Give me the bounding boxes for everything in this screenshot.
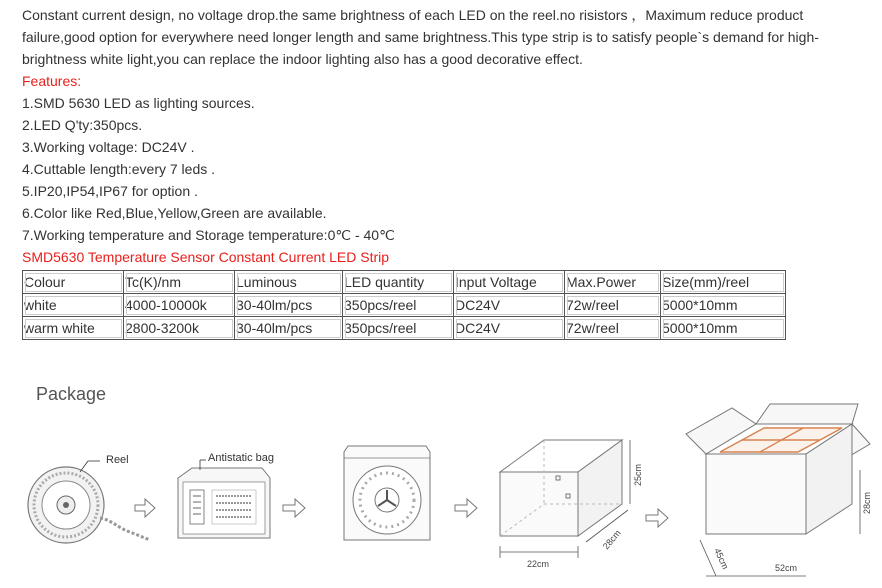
table-cell: 30-40lm/pcs [235,317,343,340]
feature-item: 7.Working temperature and Storage temperature:0℃ - 40℃ [22,227,395,243]
big-box-width-label: 52cm [775,563,798,573]
small-box-depth-label: 28cm [600,527,623,552]
table-heading: SMD5630 Temperature Sensor Constant Current LED Strip [22,249,390,265]
table-cell: 2800-3200k [124,317,235,340]
antistatic-bag-icon [178,460,270,538]
table-cell: 4000-10000k [124,294,235,317]
arrow-icon [283,499,305,517]
feature-item: 1.SMD 5630 LED as lighting sources. [22,95,255,111]
package-title: Package [36,384,107,404]
table-cell: 5000*10mm [661,317,786,340]
table-header-cell: Input Voltage [454,271,565,294]
feature-item: 4.Cuttable length:every 7 leds . [22,161,216,177]
arrow-icon [135,499,155,517]
table-cell: 350pcs/reel [343,294,454,317]
table-cell: warm white [23,317,124,340]
table-header-cell: Size(mm)/reel [661,271,786,294]
table-header-cell: Luminous [235,271,343,294]
table-header-cell: Colour [23,271,124,294]
boxed-reel-icon [344,446,430,540]
reel-label: Reel [106,454,129,466]
big-box-depth-label: 45cm [712,546,731,571]
big-box-height-label: 28cm [862,491,872,514]
table-cell: 72w/reel [565,317,661,340]
table-cell: 30-40lm/pcs [235,294,343,317]
small-box-height-label: 25cm [633,463,643,486]
feature-item: 3.Working voltage: DC24V . [22,139,195,155]
intro-paragraph: Constant current design, no voltage drop.the same brightness of each LED on the reel.no risistors ，Maximum reduce product failure,good option for everywhere need longer length and same brightness.This type strip is to satisfy people`s demand for high-brightness white light,you can replace the indoor lighting also has a good decorative effect. [22,7,819,67]
arrow-icon [646,509,668,527]
arrow-icon [455,499,477,517]
table-header-cell: Max.Power [565,271,661,294]
antistatic-bag-label: Antistatic bag [208,452,275,464]
reel-icon [28,461,150,543]
feature-item: 2.LED Q'ty:350pcs. [22,117,143,133]
feature-item: 5.IP20,IP54,IP67 for option . [22,183,198,199]
features-heading: Features: [22,73,82,89]
table-cell: 72w/reel [565,294,661,317]
table-cell: 5000*10mm [661,294,786,317]
table-header-cell: LED quantity [343,271,454,294]
table-cell: DC24V [454,294,565,317]
table-header-cell: Tc(K)/nm [124,271,235,294]
table-cell: white [23,294,124,317]
table-cell: 350pcs/reel [343,317,454,340]
small-box-width-label: 22cm [527,559,550,569]
feature-item: 6.Color like Red,Blue,Yellow,Green are available. [22,205,327,221]
table-cell: DC24V [454,317,565,340]
